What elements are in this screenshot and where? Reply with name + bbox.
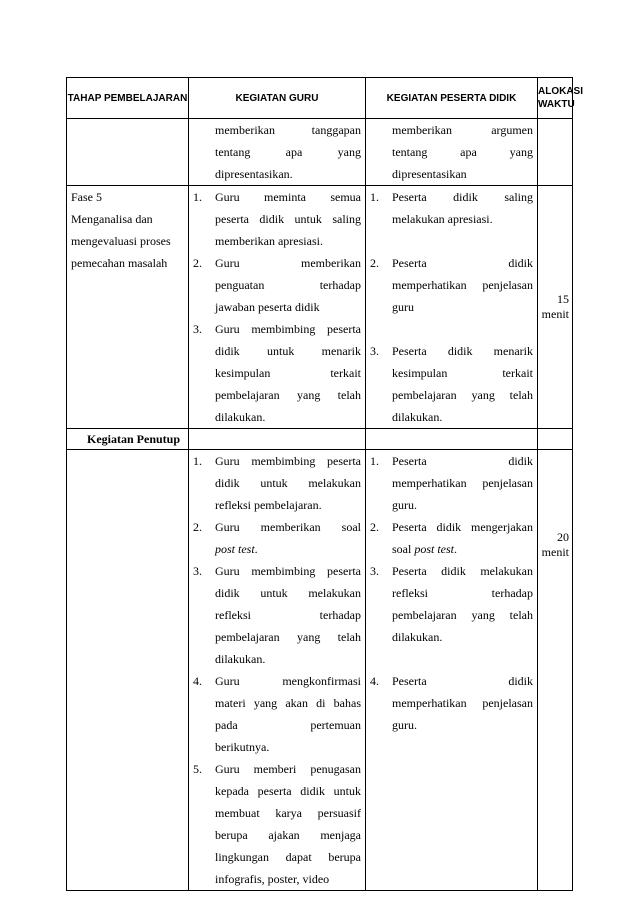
text-line: refleksi pembelajaran. bbox=[215, 498, 322, 512]
text-line: memberikan apresiasi. bbox=[215, 234, 323, 248]
list-number: 1. bbox=[370, 454, 379, 468]
list-item bbox=[370, 670, 533, 736]
text-line: Guru membimbing peserta bbox=[215, 564, 361, 578]
text-line: Peserta didik menarik bbox=[392, 344, 533, 358]
text-line: tentang apa yang bbox=[215, 145, 361, 159]
list-item bbox=[193, 560, 361, 670]
text-line: didik untuk menarik bbox=[215, 344, 361, 358]
penutup-waktu: 20 menit bbox=[538, 450, 573, 891]
text-line: memperhatikan penjelasan bbox=[392, 278, 533, 292]
text-line: kepada peserta didik untuk bbox=[215, 784, 361, 798]
text-line: memperhatikan penjelasan bbox=[392, 696, 533, 710]
text-line: penguatan terhadap bbox=[215, 278, 361, 292]
header-row bbox=[67, 78, 573, 119]
text-line: memberikan tanggapan bbox=[215, 123, 361, 137]
text-line: dilakukan. bbox=[392, 630, 443, 644]
continuation-siswa bbox=[366, 119, 538, 186]
text-line: dilakukan. bbox=[392, 410, 443, 424]
text-line: dilakukan. bbox=[215, 652, 266, 666]
text-line: infografis, poster, video bbox=[215, 872, 330, 886]
text-line: Guru membimbing peserta bbox=[215, 322, 361, 336]
text-line: membuat karya persuasif bbox=[215, 806, 361, 820]
text-line: jawaban peserta didik bbox=[215, 300, 320, 314]
text-line: dipresentasikan. bbox=[215, 167, 293, 181]
text-line: Fase 5 bbox=[71, 190, 102, 204]
text-line: Peserta didik mengerjakan bbox=[392, 520, 533, 534]
text-line: Peserta didik melakukan bbox=[392, 564, 533, 578]
penutup-title-row bbox=[67, 429, 573, 450]
list-number: 4. bbox=[193, 674, 202, 688]
list-item bbox=[370, 186, 533, 230]
list-number: 2. bbox=[370, 256, 379, 270]
list-number: 3. bbox=[193, 322, 202, 336]
fase5-tahap bbox=[67, 186, 189, 429]
continuation-guru bbox=[189, 119, 366, 186]
text-line: didik untuk melakukan bbox=[215, 586, 361, 600]
text-line: Guru memberikan bbox=[215, 256, 361, 270]
text-line: berupa ajakan menjaga bbox=[215, 828, 361, 842]
text-line: kesimpulan terkait bbox=[392, 366, 533, 380]
text-line: lingkungan dapat berupa bbox=[215, 850, 361, 864]
list-number: 2. bbox=[193, 520, 202, 534]
list-item bbox=[193, 670, 361, 758]
text-line: pembelajaran yang telah bbox=[215, 388, 361, 402]
text-line: guru. bbox=[392, 498, 417, 512]
penutup-row bbox=[67, 450, 573, 891]
list-number: 1. bbox=[193, 454, 202, 468]
list-number: 1. bbox=[370, 190, 379, 204]
text-line: memperhatikan penjelasan bbox=[392, 476, 533, 490]
list-number: 5. bbox=[193, 762, 202, 776]
text-line: berikutnya. bbox=[215, 740, 270, 754]
header-kegiatan-peserta: KEGIATAN PESERTA DIDIK bbox=[366, 78, 538, 119]
header-kegiatan-guru: KEGIATAN GURU bbox=[189, 78, 366, 119]
fase5-row bbox=[67, 186, 573, 429]
text-line: Guru mengkonfirmasi bbox=[215, 674, 361, 688]
text-line: mengevaluasi proses bbox=[71, 234, 171, 248]
text-line: Peserta didik bbox=[392, 674, 533, 688]
list-number: 4. bbox=[370, 674, 379, 688]
text-line: Peserta didik bbox=[392, 454, 533, 468]
text-line: materi yang akan di bahas bbox=[215, 696, 361, 710]
text-line: dipresentasikan bbox=[392, 167, 467, 181]
text-line: kesimpulan terkait bbox=[215, 366, 361, 380]
list-item bbox=[370, 450, 533, 516]
list-item bbox=[193, 516, 361, 560]
text-line: Guru memberi penugasan bbox=[215, 762, 361, 776]
continuation-row bbox=[67, 119, 573, 186]
text-line: post test. bbox=[215, 542, 258, 556]
list-item bbox=[193, 450, 361, 516]
penutup-siswa bbox=[366, 450, 538, 891]
text-line: refleksi terhadap bbox=[215, 608, 361, 622]
fase5-siswa bbox=[366, 186, 538, 429]
list-item bbox=[193, 318, 361, 428]
text-line: melakukan apresiasi. bbox=[392, 212, 493, 226]
list-item bbox=[370, 252, 533, 318]
text-line: Guru memberikan soal bbox=[215, 520, 361, 534]
list-number: 3. bbox=[370, 564, 379, 578]
section-title-penutup: Kegiatan Penutup bbox=[67, 429, 189, 450]
list-item bbox=[193, 252, 361, 318]
list-item bbox=[370, 340, 533, 428]
penutup-guru bbox=[189, 450, 366, 891]
text-line: Peserta didik saling bbox=[392, 190, 533, 204]
text-line: Peserta didik bbox=[392, 256, 533, 270]
text-line: dilakukan. bbox=[215, 410, 266, 424]
text-line: Menganalisa dan bbox=[71, 212, 153, 226]
list-number: 3. bbox=[370, 344, 379, 358]
lesson-plan-table bbox=[66, 77, 583, 891]
text-line: pemecahan masalah bbox=[71, 256, 168, 270]
text-line: pembelajaran yang telah bbox=[392, 388, 533, 402]
header-alokasi-waktu: ALOKASI WAKTU bbox=[538, 78, 573, 119]
fase5-guru bbox=[189, 186, 366, 429]
text-line: Guru membimbing peserta bbox=[215, 454, 361, 468]
text-line: pembelajaran yang telah bbox=[392, 608, 533, 622]
text-line: tentang apa yang bbox=[392, 145, 533, 159]
list-number: 3. bbox=[193, 564, 202, 578]
text-line: didik untuk melakukan bbox=[215, 476, 361, 490]
list-number: 2. bbox=[370, 520, 379, 534]
text-line: peserta didik untuk saling bbox=[215, 212, 361, 226]
text-line: Guru meminta semua bbox=[215, 190, 361, 204]
header-tahap: TAHAP PEMBELAJARAN bbox=[67, 78, 189, 119]
list-item bbox=[193, 758, 361, 890]
text-line: memberikan argumen bbox=[392, 123, 533, 137]
text-line: pembelajaran yang telah bbox=[215, 630, 361, 644]
text-line: guru. bbox=[392, 718, 417, 732]
list-number: 2. bbox=[193, 256, 202, 270]
list-number: 1. bbox=[193, 190, 202, 204]
list-item bbox=[370, 516, 533, 560]
list-item bbox=[193, 186, 361, 252]
text-line: soal post test. bbox=[392, 542, 458, 556]
text-line: pada pertemuan bbox=[215, 718, 361, 732]
text-line: refleksi terhadap bbox=[392, 586, 533, 600]
fase5-waktu: 15 menit bbox=[538, 186, 573, 429]
list-item bbox=[370, 560, 533, 648]
text-line: guru bbox=[392, 300, 414, 314]
